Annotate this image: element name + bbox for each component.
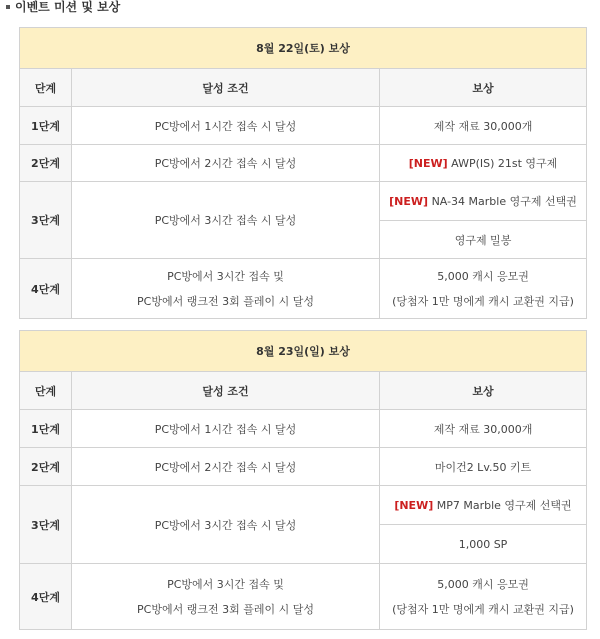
- table-row: [20, 410, 587, 448]
- reward-table-day1: [19, 27, 587, 319]
- day-header: 8월 22일(토) 보상: [20, 28, 587, 69]
- reward-text: NA-34 Marble 영구제 선택권: [431, 195, 577, 208]
- bullet-icon: [6, 5, 10, 9]
- column-header-condition: 달성 조건: [72, 69, 380, 107]
- table-row: [20, 182, 587, 221]
- stage-cell: 4단계: [20, 564, 72, 630]
- condition-cell: PC방에서 2시간 접속 시 달성: [72, 145, 380, 182]
- reward-cell: 1,000 SP: [380, 525, 587, 564]
- condition-cell: [72, 564, 380, 630]
- stage-cell: 2단계: [20, 448, 72, 486]
- stage-cell: 1단계: [20, 107, 72, 145]
- new-badge: [NEW]: [408, 157, 448, 170]
- reward-cell: [380, 145, 587, 182]
- condition-cell: PC방에서 1시간 접속 시 달성: [72, 410, 380, 448]
- condition-line: PC방에서 3시간 접속 및: [167, 578, 284, 591]
- table-row: [20, 259, 587, 319]
- column-header-stage: 단계: [20, 372, 72, 410]
- new-badge: [NEW]: [389, 195, 429, 208]
- stage-cell: 1단계: [20, 410, 72, 448]
- reward-cell: 영구제 밀봉: [380, 221, 587, 259]
- reward-cell: [380, 486, 587, 525]
- stage-cell: 2단계: [20, 145, 72, 182]
- column-header-condition: 달성 조건: [72, 372, 380, 410]
- reward-text: AWP(IS) 21st 영구제: [451, 157, 558, 170]
- reward-line: 5,000 캐시 응모권: [437, 270, 529, 283]
- reward-cell: [380, 259, 587, 319]
- column-header-reward: 보상: [380, 69, 587, 107]
- stage-cell: 4단계: [20, 259, 72, 319]
- reward-cell: 제작 재료 30,000개: [380, 107, 587, 145]
- reward-line: 5,000 캐시 응모권: [437, 578, 529, 591]
- reward-cell: 제작 재료 30,000개: [380, 410, 587, 448]
- condition-cell: PC방에서 1시간 접속 시 달성: [72, 107, 380, 145]
- column-header-reward: 보상: [380, 372, 587, 410]
- stage-cell: 3단계: [20, 182, 72, 259]
- condition-line: PC방에서 랭크전 3회 플레이 시 달성: [137, 603, 314, 616]
- condition-line: PC방에서 3시간 접속 및: [167, 270, 284, 283]
- new-badge: [NEW]: [394, 499, 434, 512]
- condition-cell: PC방에서 3시간 접속 시 달성: [72, 182, 380, 259]
- condition-line: PC방에서 랭크전 3회 플레이 시 달성: [137, 295, 314, 308]
- condition-cell: PC방에서 2시간 접속 시 달성: [72, 448, 380, 486]
- column-header-stage: 단계: [20, 69, 72, 107]
- condition-cell: [72, 259, 380, 319]
- reward-cell: [380, 564, 587, 630]
- table-row: [20, 564, 587, 630]
- table-row: [20, 145, 587, 182]
- reward-line: (당첨자 1만 명에게 캐시 교환권 지급): [392, 603, 574, 616]
- reward-cell: [380, 182, 587, 221]
- condition-cell: PC방에서 3시간 접속 시 달성: [72, 486, 380, 564]
- table-row: [20, 448, 587, 486]
- table-row: [20, 107, 587, 145]
- table-row: [20, 486, 587, 525]
- section-title-text: 이벤트 미션 및 보상: [15, 0, 121, 14]
- reward-line: (당첨자 1만 명에게 캐시 교환권 지급): [392, 295, 574, 308]
- reward-cell: 마이건2 Lv.50 키트: [380, 448, 587, 486]
- stage-cell: 3단계: [20, 486, 72, 564]
- day-header: 8월 23일(일) 보상: [20, 331, 587, 372]
- reward-text: MP7 Marble 영구제 선택권: [436, 499, 572, 512]
- reward-table-day2: [19, 330, 587, 630]
- section-title: [6, 0, 120, 14]
